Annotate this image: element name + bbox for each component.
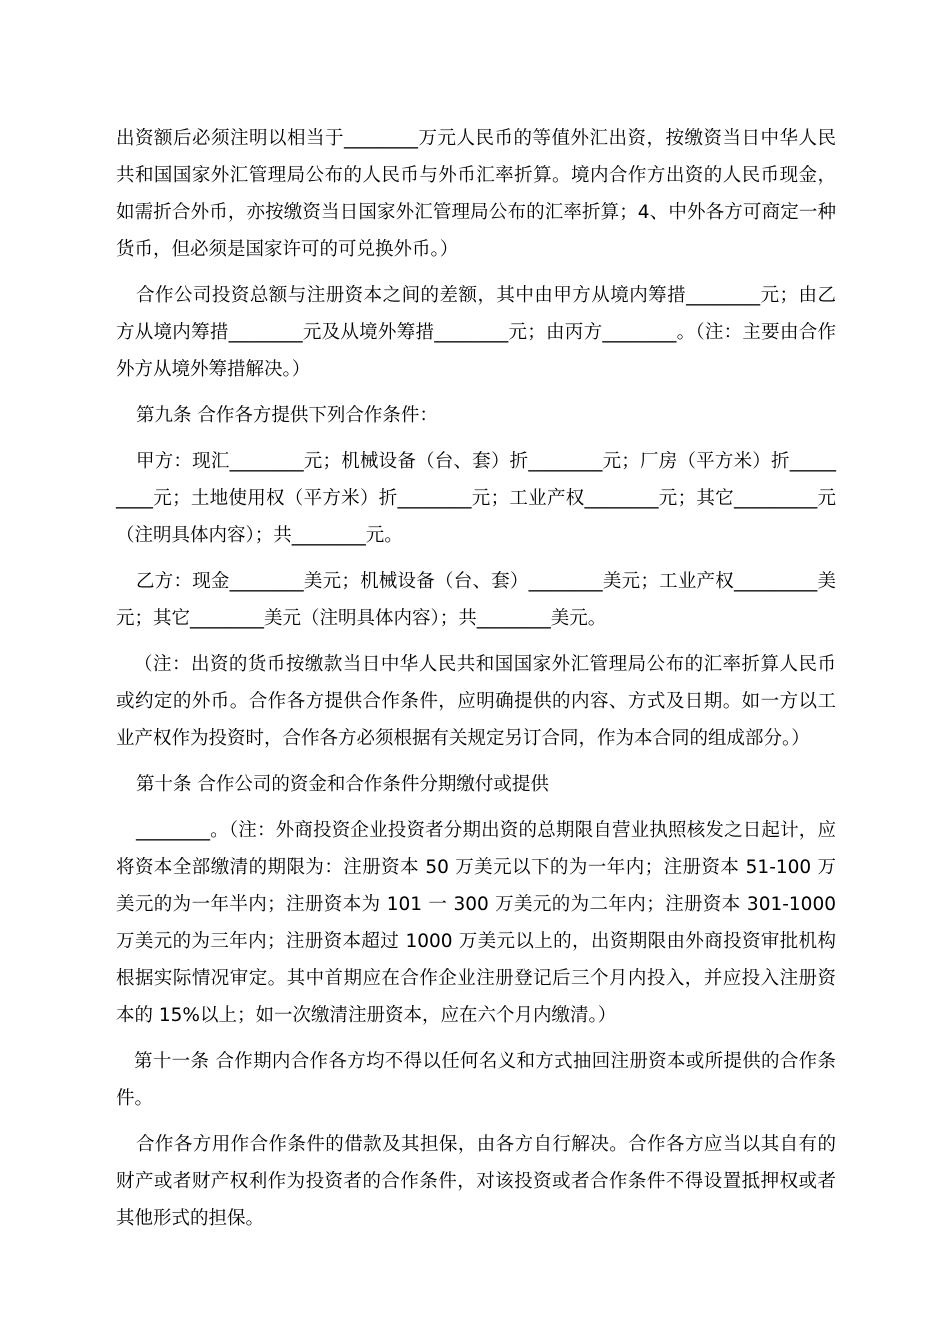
article-10-heading: 第十条 合作公司的资金和合作条件分期缴付或提供 <box>136 774 549 795</box>
paragraph-currency-note-continued: 出资额后必须注明以相当于________万元人民币的等值外汇出资，按缴资当日中华人民共和国国家外汇管理局公布的人民币与外币汇率折算。境内合作方出资的人民币现金，如需折合外币，亦按缴资当日国家外汇管理局公布的汇率折算；4、中外各方可商定一种货币，但必须是国家许可的可兑换外币。） <box>116 128 836 260</box>
document-page <box>116 120 836 1246</box>
paragraph-investment-difference: 合作公司投资总额与注册资本之间的差额，其中由甲方从境内筹措________元；由乙方从境内筹措________元及从境外筹措________元；由丙方________。（注：主要由合作外方从境外筹措解决。） <box>116 285 836 380</box>
paragraph-party-a-contributions: 甲方：现汇________元；机械设备（台、套）折________元；厂房（平方米）折_________元；土地使用权（平方米）折________元；工业产权________元；其它_________元（注明具体内容）；共________元。 <box>116 451 836 546</box>
article-11-heading: 第十一条 合作期内合作各方均不得以任何名义和方式抽回注册资本或所提供的合作条件。 <box>116 1051 836 1109</box>
article-9-heading: 第九条 合作各方提供下列合作条件： <box>136 405 438 426</box>
paragraph-loans-and-guarantees: 合作各方用作合作条件的借款及其担保，由各方自行解决。合作各方应当以其自有的财产或者财产权利作为投资者的合作条件，对该投资或者合作条件不得设置抵押权或者其他形式的担保。 <box>116 1134 836 1229</box>
paragraph-installment-note: ________。（注：外商投资企业投资者分期出资的总期限自营业执照核发之日起计，应将资本全部缴清的期限为：注册资本 50 万美元以下的为一年内；注册资本 51-100 万美元的为一年半内；注册资本为 101 一 300 万美元的为二年内；注册资本 301-1000 万美元的为三年内；注册资本超过 1000 万美元以上的，出资期限由外商投资审批机构根据实际情况审定。其中首期应在合作企业注册登记后三个月内投入，并应投入注册资本的 15%以上；如一次缴清注册资本，应在六个月内缴清。） <box>116 820 836 1026</box>
paragraph-party-b-contributions: 乙方：现金________美元；机械设备（台、套）________美元；工业产权_________美元；其它________美元（注明具体内容）；共________美元。 <box>116 571 836 629</box>
paragraph-contribution-note: （注：出资的货币按缴款当日中华人民共和国国家外汇管理局公布的汇率折算人民币或约定的外币。合作各方提供合作条件，应明确提供的内容、方式及日期。如一方以工业产权作为投资时，合作各方必须根据有关规定另订合同，作为本合同的组成部分。） <box>116 654 836 749</box>
